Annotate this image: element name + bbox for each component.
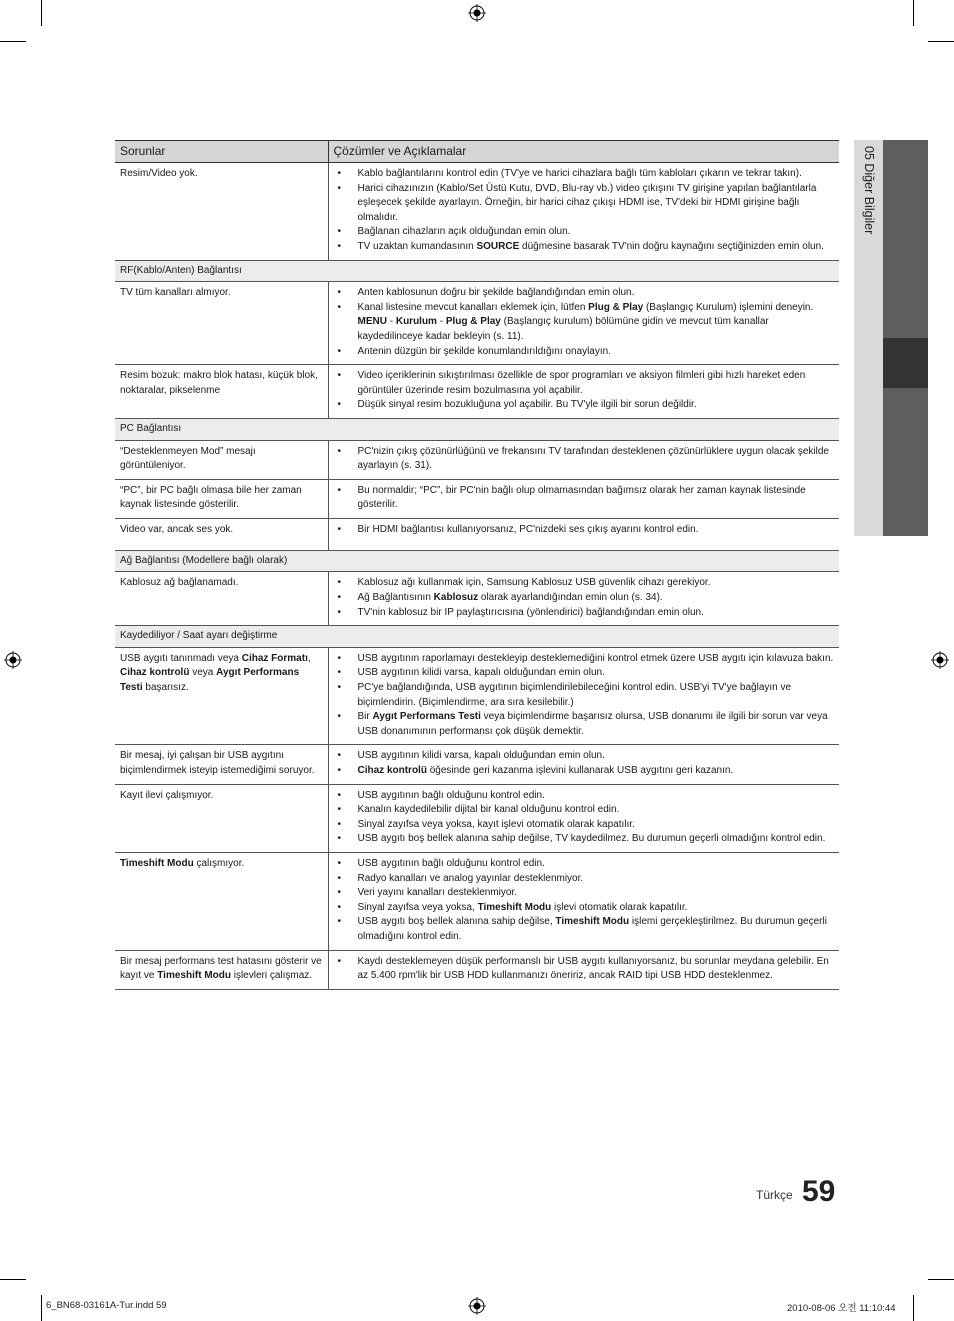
- text-run: olarak ayarlandığından emin olun (s. 34).: [478, 592, 663, 604]
- emphasized-text: Timeshift Modu: [477, 901, 552, 913]
- text-run: düğmesine basarak TV'nin doğru kaynağını seçtiğinizden emin olun.: [519, 240, 824, 252]
- emphasized-text: Plug & Play: [445, 316, 501, 328]
- table-row: [115, 572, 839, 626]
- problem-cell: [115, 518, 328, 550]
- solution-list: [334, 652, 835, 740]
- solution-item: [358, 240, 835, 255]
- text-run: öğesinde geri kazanma işlevini kullanarak USB aygıtını geri kazanın.: [426, 765, 734, 776]
- problem-cell: [115, 282, 328, 365]
- problem-cell: [115, 163, 328, 261]
- table-row: [115, 852, 839, 950]
- text-run: “PC”, bir PC bağlı olmasa bile her zaman kaynak listesinde gösterilir.: [120, 484, 302, 511]
- solution-list: [334, 576, 835, 620]
- emphasized-text: Timeshift Modu: [157, 970, 231, 982]
- solution-cell: [328, 647, 839, 745]
- text-run: Veri yayını kanalları desteklenmiyor.: [357, 887, 518, 899]
- emphasized-text: Timeshift Modu: [555, 916, 630, 928]
- text-run: veya: [189, 667, 217, 679]
- print-slug-date: 2010-08-06 오전 11:10:44: [787, 1303, 896, 1314]
- section-header-row: [115, 260, 839, 282]
- text-run: PC'ye bağlandığında, USB aygıtının biçimlendirilebileceğini kontrol edin. USB'yi TV'ye bağlayın ve biçimlendirin. (Biçimlendirme, ara sıra kesilebilir.): [357, 682, 792, 708]
- text-run: işlevi otomatik olarak kapatılır.: [551, 901, 688, 913]
- solution-cell: [328, 365, 839, 419]
- crop-mark: [41, 0, 42, 26]
- solution-item: [358, 398, 835, 413]
- text-run: Kablosuz ağ bağlanamadı.: [120, 577, 239, 589]
- emphasized-text: Kablosuz: [433, 592, 479, 604]
- footer-language: Türkçe: [756, 1188, 793, 1202]
- text-run: Antenin düzgün bir şekilde konumlandırıldığını onaylayın.: [357, 345, 611, 357]
- section-label: RF(Kablo/Anten) Bağlantısı: [115, 260, 839, 282]
- text-run: TV tüm kanalları almıyor.: [120, 287, 231, 299]
- solution-item: [358, 369, 835, 398]
- solution-item: [358, 576, 835, 591]
- text-run: Bir HDMI bağlantısı kullanıyorsanız, PC'nizdeki ses çıkış ayarını kontrol edin.: [357, 523, 699, 535]
- section-header-row: [115, 626, 839, 648]
- crop-mark: [41, 1295, 42, 1321]
- solution-item: [358, 225, 835, 240]
- side-tab-chapter-marker: [883, 338, 928, 388]
- text-run: Kablosuz ağı kullanmak için, Samsung Kablosuz USB güvenlik cihazı gerekiyor.: [357, 577, 711, 589]
- section-label: Ağ Bağlantısı (Modellere bağlı olarak): [115, 550, 839, 572]
- crop-mark: [0, 41, 26, 42]
- text-run: TV'nin kablosuz bir IP paylaştırıcısına (yönlendirici) bağlandığından emin olun.: [357, 606, 704, 618]
- problem-cell: [115, 852, 328, 950]
- text-run: USB aygıtının kilidi varsa, kapalı olduğundan emin olun.: [357, 750, 605, 762]
- text-run: USB aygıtı tanınmadı veya: [120, 652, 242, 664]
- solution-list: [334, 286, 835, 359]
- solution-item: [358, 955, 835, 984]
- solution-cell: [328, 852, 839, 950]
- troubleshooting-table: [115, 140, 839, 990]
- emphasized-text: Cihaz kontrolü: [120, 667, 190, 679]
- solution-cell: [328, 163, 839, 261]
- problem-cell: [115, 440, 328, 479]
- crop-mark: [928, 1279, 954, 1280]
- solution-item: [358, 484, 835, 513]
- crop-mark: [0, 1279, 26, 1280]
- emphasized-text: Aygıt Performans Testi: [120, 667, 300, 694]
- table-row: [115, 479, 839, 518]
- page-number: 59: [802, 1175, 836, 1208]
- text-run: Harici cihazınızın (Kablo/Set Üstü Kutu, DVD, Blu-ray vb.) video çıkışını TV girişine yapılan bağlantılarla eşleşecek şekilde ayarlayın. Örneğin, bir harici cihaz çıkışı HDMI ise, TV'deki bir HDMI girişine bağlı olmalıdır.: [357, 182, 817, 223]
- text-run: işlemi gerçekleştirilmez. Bu durumun geçerli olmadığını kontrol edin.: [357, 916, 827, 942]
- text-run: Düşük sinyal resim bozukluğuna yol açabilir. Bu TV'yle ilgili bir sorun değildir.: [357, 399, 697, 411]
- table-row: [115, 647, 839, 745]
- crop-mark: [928, 41, 954, 42]
- text-run: Video var, ancak ses yok.: [120, 523, 234, 535]
- table-row: [115, 745, 839, 784]
- text-run: Sinyal zayıfsa veya yoksa,: [357, 901, 478, 913]
- text-run: “Desteklenmeyen Mod” mesajı görüntüleniyor.: [120, 445, 256, 472]
- table-row: [115, 282, 839, 365]
- solution-cell: [328, 950, 839, 989]
- text-run: (Başlangıç Kurulum) işlemini deneyin.: [643, 301, 814, 313]
- solution-list: [334, 369, 835, 413]
- solution-cell: [328, 479, 839, 518]
- text-run: TV uzaktan kumandasının: [357, 240, 477, 252]
- solution-cell: [328, 745, 839, 784]
- table-row: [115, 518, 839, 550]
- problem-cell: [115, 479, 328, 518]
- registration-mark-icon: [468, 1297, 486, 1315]
- text-run: USB aygıtının bağlı olduğunu kontrol edin.: [357, 857, 545, 869]
- solution-item: [358, 857, 835, 872]
- solution-list: [334, 484, 835, 513]
- solution-list: [334, 955, 835, 984]
- chapter-side-tab: [854, 140, 928, 536]
- solution-item: [358, 681, 835, 710]
- solution-item: [358, 832, 835, 847]
- section-label: PC Bağlantısı: [115, 418, 839, 440]
- solution-item: [358, 710, 835, 739]
- table-row: [115, 365, 839, 419]
- column-header-problems: Sorunlar: [115, 141, 328, 163]
- text-run: Kablo bağlantılarını kontrol edin (TV'ye ve harici cihazlara bağlı tüm kabloları çıkarın ve tekrar takın).: [357, 168, 802, 179]
- text-run: ,: [307, 652, 311, 664]
- crop-mark: [913, 1295, 914, 1321]
- registration-mark-icon: [468, 4, 486, 22]
- solution-list: [334, 523, 835, 538]
- registration-mark-icon: [4, 651, 22, 669]
- solution-item: [358, 764, 835, 779]
- solution-item: [358, 591, 835, 606]
- text-run: Kayıt ilevi çalışmıyor.: [120, 789, 214, 801]
- column-header-solutions: Çözümler ve Açıklamalar: [328, 141, 839, 163]
- emphasized-text: MENU: [357, 316, 387, 328]
- section-label: Kaydediliyor / Saat ayarı değiştirme: [115, 626, 839, 648]
- crop-mark: [913, 0, 914, 26]
- solution-item: [358, 301, 835, 345]
- solution-cell: [328, 282, 839, 365]
- solution-item: [358, 789, 835, 804]
- text-run: USB aygıtının raporlamayı destekleyip desteklemediğini kontrol etmek üzere USB aygıtı için kılavuza bakın.: [357, 652, 834, 664]
- text-run: USB aygıtının bağlı olduğunu kontrol edin.: [357, 789, 545, 801]
- solution-item: [358, 523, 835, 538]
- solution-list: [334, 445, 835, 474]
- problem-cell: [115, 572, 328, 626]
- text-run: Video içeriklerinin sıkıştırılması özellikle de spor programları ve aksiyon filmleri gibi hızlı hareket eden görüntüler üzerinde resim bozulmasına yol açabilir.: [357, 370, 806, 396]
- text-run: -: [386, 316, 396, 328]
- emphasized-text: SOURCE: [476, 240, 520, 252]
- solution-item: [358, 652, 835, 667]
- text-run: Kanalın kaydedilebilir dijital bir kanal olduğunu kontrol edin.: [357, 804, 620, 816]
- text-run: (Başlangıç kurulum) bölümüne gidin ve mevcut tüm kanallar kaydedilinceye kadar bekleyin (s. 11).: [357, 316, 769, 342]
- table-row: [115, 163, 839, 261]
- text-run: -: [436, 316, 446, 328]
- solution-item: [358, 666, 835, 681]
- solution-item: [358, 445, 835, 474]
- problem-cell: [115, 784, 328, 852]
- solution-item: [358, 167, 835, 182]
- solution-cell: [328, 440, 839, 479]
- solution-item: [358, 182, 835, 226]
- table-row: [115, 440, 839, 479]
- text-run: Sinyal zayıfsa veya yoksa, kayıt işlevi otomatik olarak kapatılır.: [357, 818, 635, 830]
- problem-cell: [115, 950, 328, 989]
- emphasized-text: Timeshift Modu: [120, 857, 194, 869]
- text-run: çalışmıyor.: [193, 857, 245, 869]
- text-run: Bir mesaj performans test hatasını gösterir ve kayıt ve: [120, 955, 322, 982]
- text-run: başarısız.: [142, 682, 189, 694]
- text-run: Kaydı desteklemeyen düşük performanslı bir USB aygıtı kullanıyorsanız, bu sorunlar meydana gelebilir. En az 5.400 rpm'lik bir USB HDD kullanmanızı öneririz, ancak RAID tipi USB HDD desteklenmez.: [357, 955, 829, 982]
- emphasized-text: Cihaz Formatı: [241, 652, 308, 664]
- emphasized-text: Aygıt Performans Testi: [372, 711, 481, 723]
- chapter-title: 05 Diğer Bilgiler: [862, 146, 876, 235]
- table-header-row: [115, 141, 839, 163]
- problem-cell: [115, 365, 328, 419]
- problem-cell: [115, 745, 328, 784]
- text-run: Kanal listesine mevcut kanalları eklemek için, lütfen: [357, 301, 589, 313]
- solution-item: [358, 872, 835, 887]
- text-run: Radyo kanalları ve analog yayınlar desteklenmiyor.: [357, 872, 584, 884]
- solution-item: [358, 286, 835, 301]
- solution-item: [358, 901, 835, 916]
- solution-list: [334, 789, 835, 847]
- solution-item: [358, 345, 835, 360]
- emphasized-text: Plug & Play: [588, 301, 644, 313]
- text-run: işlevleri çalışmaz.: [230, 970, 313, 982]
- solution-item: [358, 818, 835, 833]
- text-run: Bir mesaj, iyi çalışan bir USB aygıtını biçimlendirmek isteyip istemediğimi soruyor.: [120, 750, 315, 776]
- solution-list: [334, 167, 835, 255]
- text-run: veya biçimlendirme başarısız olursa, USB donanımı ile ilgili bir sorun var veya USB donanımının performansı çok düşük demektir.: [357, 711, 828, 737]
- text-run: USB aygıtı boş bellek alanına sahip değilse, TV kaydedilmez. Bu durumun geçerli olmadığını kontrol edin.: [357, 833, 826, 845]
- solution-item: [358, 749, 835, 764]
- text-run: Ağ Bağlantısının: [357, 592, 434, 604]
- text-run: USB aygıtının kilidi varsa, kapalı olduğundan emin olun.: [357, 667, 605, 679]
- text-run: Resim/Video yok.: [120, 168, 198, 179]
- solution-item: [358, 606, 835, 621]
- print-slug-file: 6_BN68-03161A-Tur.indd 59: [46, 1300, 167, 1311]
- solution-cell: [328, 572, 839, 626]
- registration-mark-icon: [931, 651, 949, 669]
- emphasized-text: Kurulum: [395, 316, 437, 328]
- solution-item: [358, 886, 835, 901]
- table-row: [115, 784, 839, 852]
- text-run: Anten kablosunun doğru bir şekilde bağlandığından emin olun.: [357, 287, 635, 299]
- text-run: USB aygıtı boş bellek alanına sahip değilse,: [357, 916, 556, 928]
- solution-cell: [328, 518, 839, 550]
- table-row: [115, 950, 839, 989]
- text-run: Bağlanan cihazların açık olduğundan emin olun.: [357, 226, 571, 238]
- solution-cell: [328, 784, 839, 852]
- emphasized-text: Cihaz kontrolü: [357, 765, 427, 776]
- solution-item: [358, 915, 835, 944]
- solution-list: [334, 857, 835, 945]
- solution-list: [334, 749, 835, 778]
- problem-cell: [115, 647, 328, 745]
- solution-item: [358, 803, 835, 818]
- section-header-row: [115, 418, 839, 440]
- section-header-row: [115, 550, 839, 572]
- text-run: PC'nizin çıkış çözünürlüğünü ve frekansını TV tarafından desteklenen çözünürlüklere uygun olacak şekilde ayarlayın (s. 31).: [357, 445, 829, 472]
- text-run: Resim bozuk: makro blok hatası, küçük blok, noktaralar, pikselenme: [120, 370, 318, 396]
- text-run: Bu normaldir; “PC”, bir PC'nin bağlı olup olmamasından bağımsız olarak her zaman kaynak listesinde gösterilir.: [357, 484, 806, 511]
- text-run: Bir: [357, 711, 373, 723]
- table-body: [115, 163, 839, 990]
